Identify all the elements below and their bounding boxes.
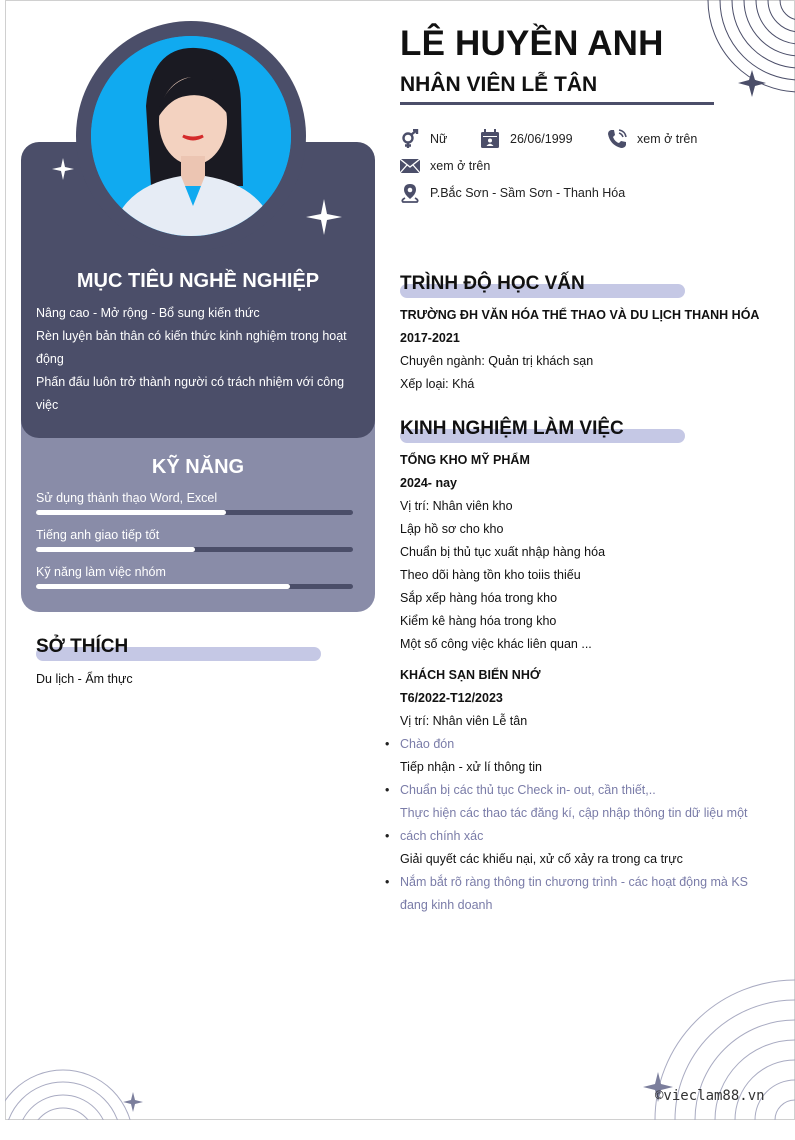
sparkle-icon [738, 70, 766, 97]
contact-gender [400, 129, 447, 149]
experience-title: KINH NGHIỆM LÀM VIỆC [400, 418, 624, 439]
school-name: TRƯỜNG ĐH VĂN HÓA THỂ THAO VÀ DU LỊCH THANH HÓA [400, 308, 760, 322]
education-years: 2017-2021 [400, 331, 460, 345]
watermark: ©vieclam88.vn [655, 1088, 765, 1104]
education-grade: Xếp loại: Khá [400, 377, 475, 391]
skill-progress-bar [36, 510, 353, 515]
experience-job-1 [400, 449, 770, 656]
birthday-value: 26/06/1999 [510, 132, 573, 146]
skill-progress-bar [36, 584, 353, 589]
decorative-arcs-bottom-left [5, 1060, 165, 1120]
gender-value: Nữ [430, 132, 448, 146]
education-major: Chuyên ngành: Quản trị khách sạn [400, 354, 594, 368]
contact-phone [607, 129, 697, 149]
sparkle-icon [306, 199, 342, 235]
skill-progress-fill [36, 510, 226, 515]
objective-line: động [36, 352, 64, 366]
address-value: P.Bắc Sơn - Sầm Sơn - Thanh Hóa [430, 186, 626, 200]
gender-icon [400, 129, 420, 149]
job-duty: • cách chính xác [400, 825, 770, 848]
job-duty: Lập hồ sơ cho kho [400, 522, 504, 536]
email-value: xem ở trên [430, 159, 491, 173]
job-title: NHÂN VIÊN LỄ TÂN [400, 73, 598, 96]
job-duty: Chuẩn bị thủ tục xuất nhập hàng hóa [400, 545, 606, 559]
hobbies-text: Du lịch - Ẩm thực [36, 672, 133, 686]
contact-birthday [480, 129, 573, 149]
job-duty: đang kinh doanh [400, 898, 493, 912]
decorative-arcs-top-right [700, 0, 795, 110]
skill-label: Tiếng anh giao tiếp tốt [36, 528, 160, 542]
calendar-icon [480, 129, 500, 149]
skill-label: Sử dụng thành thạo Word, Excel [36, 491, 218, 505]
job-duty: Giải quyết các khiếu nại, xử cố xảy ra trong ca trực [400, 852, 683, 866]
contact-email [400, 156, 490, 176]
job-position: Vị trí: Nhân viên Lễ tân [400, 714, 528, 728]
skills-title: KỸ NĂNG [151, 456, 245, 478]
skill-label: Kỹ năng làm việc nhóm [36, 565, 166, 579]
hobbies-title: SỞ THÍCH [36, 636, 129, 657]
job-period: T6/2022-T12/2023 [400, 691, 503, 705]
mail-icon [400, 156, 420, 176]
title-underline [400, 102, 714, 105]
candidate-name: LÊ HUYỀN ANH [400, 24, 664, 63]
contact-address [400, 183, 625, 203]
objective-text [36, 302, 366, 417]
job-duty: Thực hiện các thao tác đăng kí, cập nhập thông tin dữ liệu một [400, 806, 748, 820]
job-duty: Sắp xếp hàng hóa trong kho [400, 591, 558, 605]
objective-line: việc [36, 398, 59, 412]
job-duty: • Nắm bắt rõ ràng thông tin chương trình - các hoạt động mà KS [400, 871, 770, 894]
profile-photo [91, 36, 291, 236]
job-duty: Tiếp nhận - xử lí thông tin [400, 760, 543, 774]
job-duty: Theo dõi hàng tồn kho toiis thiếu [400, 568, 581, 582]
job-duty: Kiểm kê hàng hóa trong kho [400, 614, 557, 628]
phone-value: xem ở trên [637, 132, 698, 146]
skill-progress-fill [36, 547, 195, 552]
education-title: TRÌNH ĐỘ HỌC VẤN [400, 273, 585, 294]
company-name: KHÁCH SẠN BIỂN NHỚ [400, 668, 541, 682]
person-photo-icon [91, 36, 291, 236]
sparkle-icon [52, 158, 74, 180]
objective-line: Rèn luyện bản thân có kiến thức kinh nghiệm trong hoạt [36, 329, 347, 343]
objective-title: MỤC TIÊU NGHỀ NGHIỆP [76, 270, 320, 292]
experience-job-2 [400, 664, 770, 917]
objective-line: Nâng cao - Mở rộng - Bổ sung kiến thức [36, 306, 260, 320]
job-period: 2024- nay [400, 476, 457, 490]
skill-progress-fill [36, 584, 290, 589]
education-details [400, 304, 770, 396]
job-position: Vị trí: Nhân viên kho [400, 499, 513, 513]
job-duty: Một số công việc khác liên quan ... [400, 637, 592, 651]
objective-line: Phấn đấu luôn trở thành người có trách nhiệm với công [36, 375, 345, 389]
job-duty: • Chào đón [400, 733, 770, 756]
skill-progress-bar [36, 547, 353, 552]
phone-icon [607, 129, 627, 149]
location-pin-icon [400, 183, 420, 203]
job-duty: • Chuẩn bị các thủ tục Check in- out, cần thiết,.. [400, 779, 770, 802]
company-name: TỔNG KHO MỸ PHẨM [400, 453, 530, 467]
